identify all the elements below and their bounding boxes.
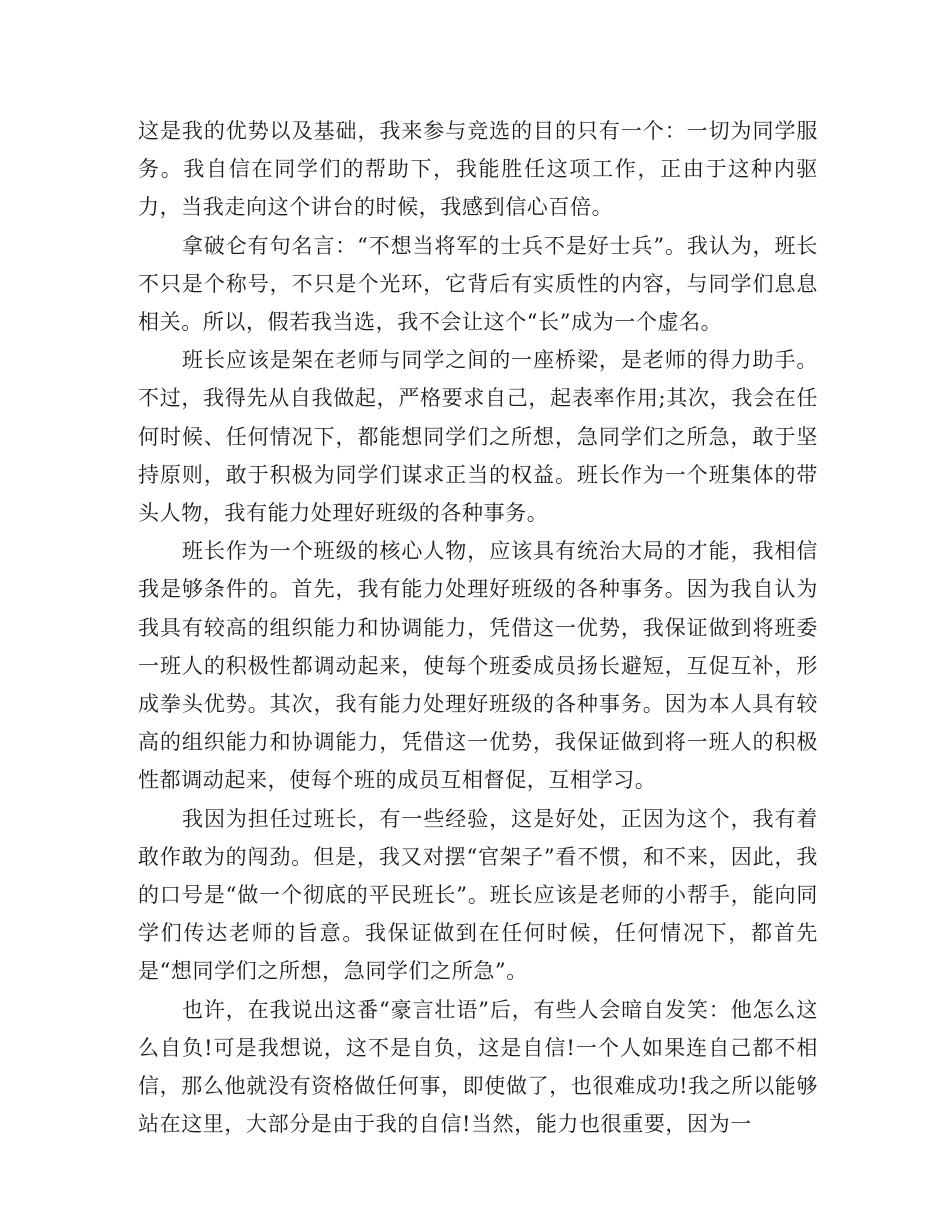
paragraph-3: 班长应该是架在老师与同学之间的一座桥梁，是老师的得力助手。不过，我得先从自我做起，严格要求自己，起表率作用;其次，我会在任何时候、任何情况下，都能想同学们之所想，急同学们之所急，敢于坚持原则，敢于积极为同学们谋求正当的权益。班长作为一个班集体的带头人物，我有能力处理好班级的各种事务。	[138, 348, 818, 526]
paragraph-6: 也许，在我说出这番“豪言壮语”后，有些人会暗自发笑：他怎么这么自负!可是我想说，这不是自负，这是自信!一个人如果连自己都不相信，那么他就没有资格做任何事，即使做了，也很难成功!我之所以能够站在这里，大部分是由于我的自信!当然，能力也很重要，因为一	[138, 997, 818, 1137]
paragraph-2: 拿破仑有句名言：“不想当将军的士兵不是好士兵”。我认为，班长不只是个称号，不只是个光环，它背后有实质性的内容，与同学们息息相关。所以，假若我当选，我不会让这个“长”成为一个虚名。	[138, 233, 818, 335]
paragraph-4: 班长作为一个班级的核心人物，应该具有统治大局的才能，我相信我是够条件的。首先，我有能力处理好班级的各种事务。因为我自认为我具有较高的组织能力和协调能力，凭借这一优势，我保证做到将班委一班人的积极性都调动起来，使每个班委成员扬长避短，互促互补，形成拳头优势。其次，我有能力处理好班级的各种事务。因为本人具有较高的组织能力和协调能力，凭借这一优势，我保证做到将一班人的积极性都调动起来，使每个班的成员互相督促，互相学习。	[138, 539, 818, 793]
paragraph-1: 这是我的优势以及基础，我来参与竞选的目的只有一个：一切为同学服务。我自信在同学们的帮助下，我能胜任这项工作，正由于这种内驱力，当我走向这个讲台的时候，我感到信心百倍。	[138, 119, 818, 220]
paragraph-5: 我因为担任过班长，有一些经验，这是好处，正因为这个，我有着敢作敢为的闯劲。但是，我又对摆“官架子”看不惯，和不来，因此，我的口号是“做一个彻底的平民班长”。班长应该是老师的小帮手，能向同学们传达老师的旨意。我保证做到在任何时候，任何情况下，都首先是“想同学们之所想，急同学们之所急”。	[138, 806, 818, 984]
speech-body	[138, 112, 818, 1143]
